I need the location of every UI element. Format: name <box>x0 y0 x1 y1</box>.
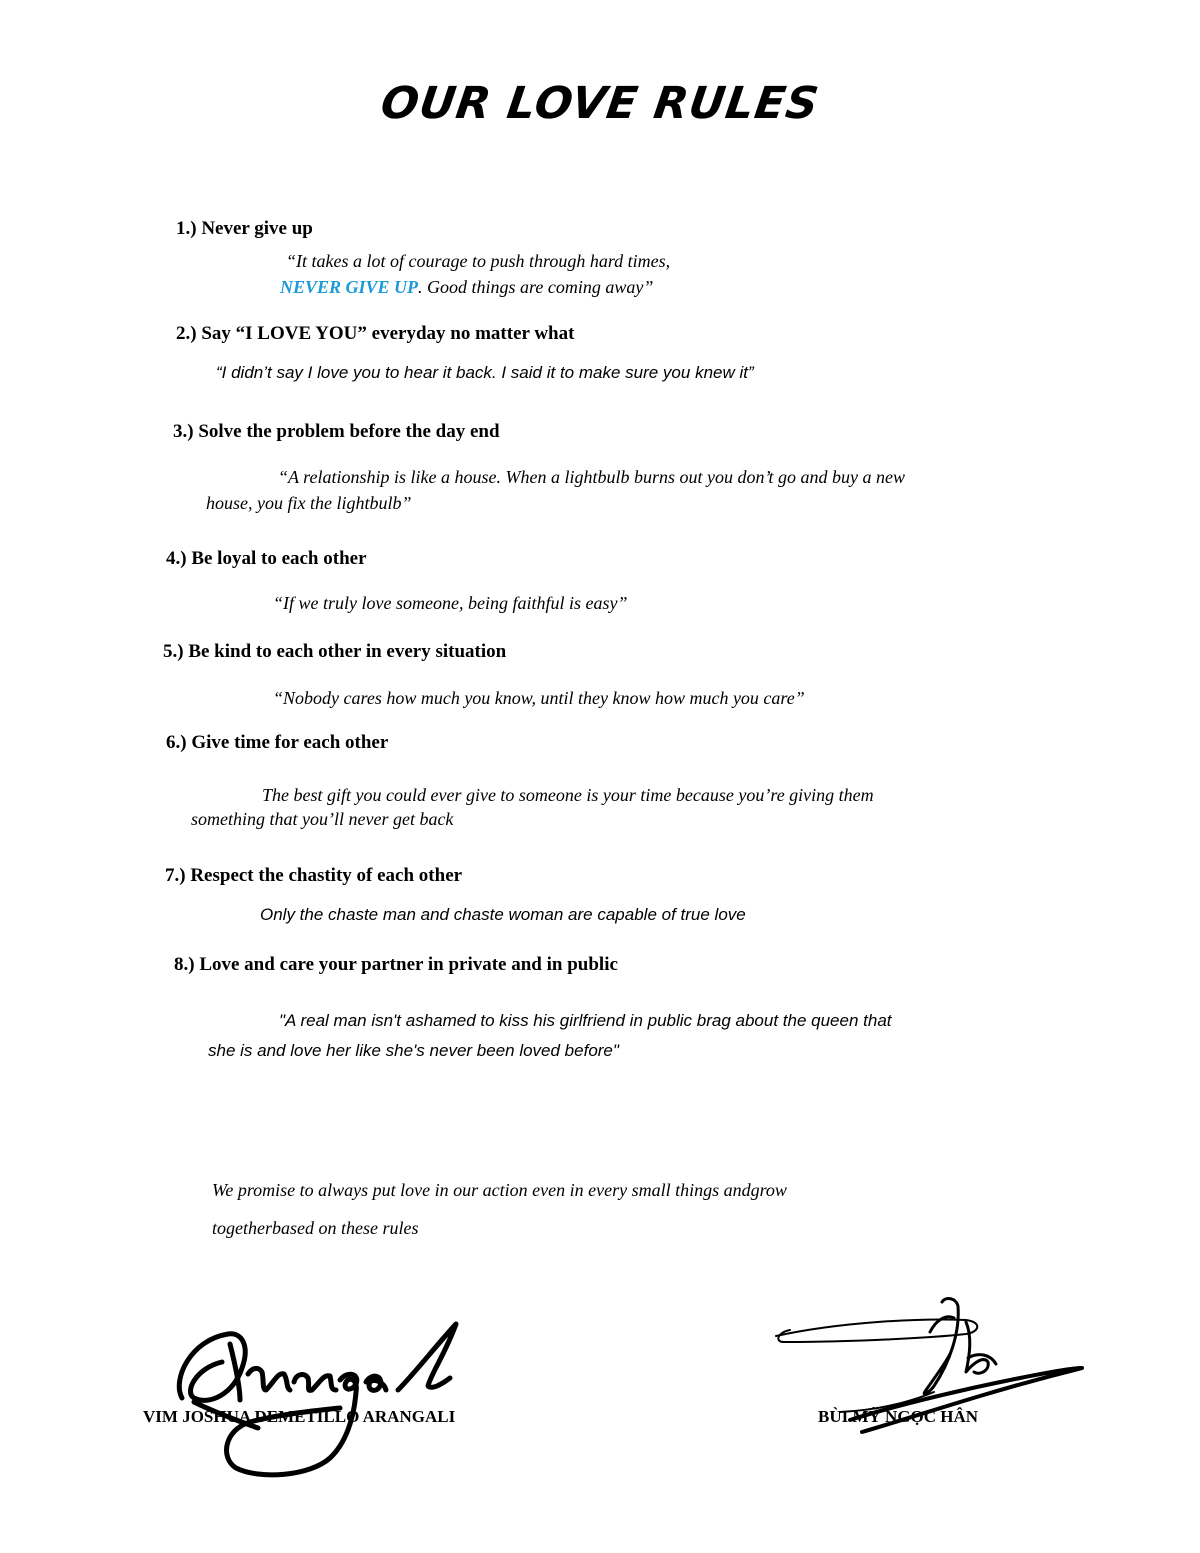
rule-1-quote-line2-rest: . Good things are coming away” <box>418 277 654 297</box>
rule-5-quote-line1: “Nobody cares how much you know, until they know how much you care” <box>273 688 805 708</box>
rule-3-heading: 3.) Solve the problem before the day end <box>173 421 500 442</box>
rule-7-quote-line1: Only the chaste man and chaste woman are capable of true love <box>260 905 746 924</box>
rule-8-quote-line1: "A real man isn't ashamed to kiss his girlfriend in public brag about the queen that <box>279 1011 892 1030</box>
rule-8-quote-line2: she is and love her like she's never been loved before" <box>208 1041 619 1060</box>
left-signer-name: VIM JOSHUA DEMETILLO ARANGALI <box>143 1407 456 1426</box>
rule-7-heading: 7.) Respect the chastity of each other <box>165 865 463 886</box>
rule-3-quote-line1: “A relationship is like a house. When a lightbulb burns out you don’t go and buy a new <box>278 467 905 487</box>
promise-line2: togetherbased on these rules <box>212 1218 419 1238</box>
rule-2-heading: 2.) Say “I LOVE YOU” everyday no matter what <box>176 323 575 344</box>
rule-1-quote-line1: “It takes a lot of courage to push through hard times, <box>286 251 671 271</box>
never-give-up-emphasis: NEVER GIVE UP <box>280 277 419 297</box>
rule-4-quote-line1: “If we truly love someone, being faithful is easy” <box>273 593 628 613</box>
right-signature-image <box>770 1292 1090 1442</box>
rule-2-quote-line1: “I didn’t say I love you to hear it back. I said it to make sure you knew it” <box>216 363 754 382</box>
rule-6-heading: 6.) Give time for each other <box>166 732 389 753</box>
rule-1-heading: 1.) Never give up <box>176 218 313 239</box>
right-signer-name: BÙI MỸ NGỌC HÂN <box>818 1407 979 1426</box>
rule-8-heading: 8.) Love and care your partner in private and in public <box>174 954 618 975</box>
rule-6-quote-line2: something that you’ll never get back <box>191 809 454 829</box>
rule-1-quote-line2 <box>280 274 653 300</box>
rule-3-quote-line2: house, you fix the lightbulb” <box>206 493 412 513</box>
left-signature-image <box>170 1318 470 1488</box>
rule-5-heading: 5.) Be kind to each other in every situation <box>163 641 507 662</box>
rule-6-quote-line1: The best gift you could ever give to someone is your time because you’re giving them <box>262 785 874 805</box>
promise-line1: We promise to always put love in our action even in every small things andgrow <box>212 1180 787 1200</box>
page-title: OUR LOVE RULES <box>377 78 823 129</box>
rule-4-heading: 4.) Be loyal to each other <box>166 548 367 569</box>
